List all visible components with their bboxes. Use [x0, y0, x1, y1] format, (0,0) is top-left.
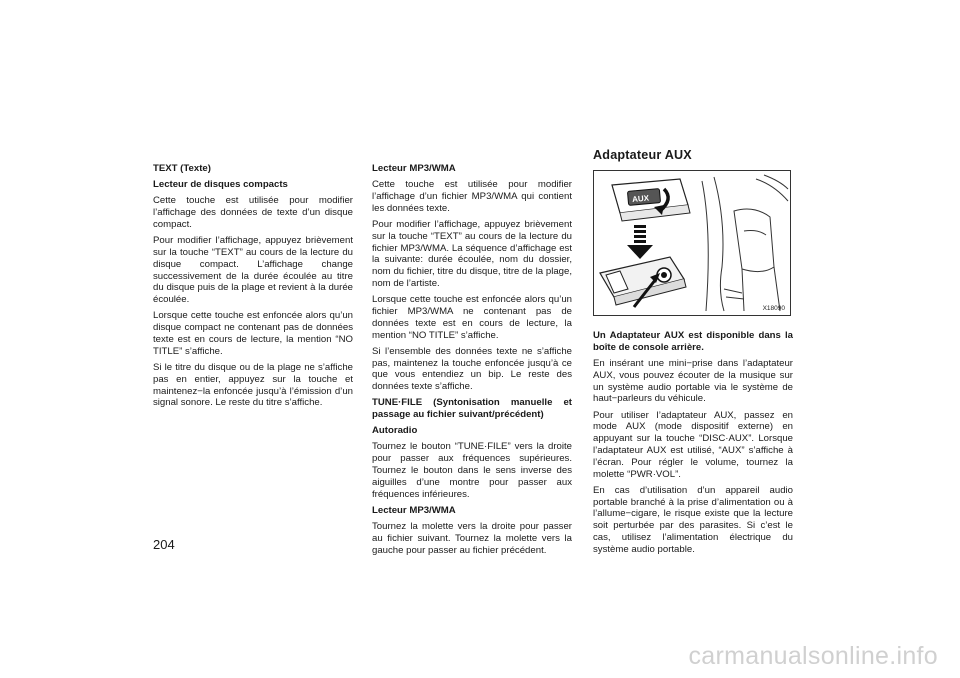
paragraph: Si l’ensemble des données texte ne s’affiche pas, maintenez la touche enfoncée jusqu’à ce que vous entendiez un bip. Le reste des données texte s’affiche.	[372, 345, 572, 393]
watermark-link[interactable]: carmanualsonline.info	[688, 642, 938, 670]
heading-mp3-wma-2: Lecteur MP3/WMA	[372, 504, 456, 516]
paragraph: Si le titre du disque ou de la plage ne s’affiche pas en entier, appuyez sur la touche et maintenez−la enfoncée jusqu’à l’émission d’un signal sonore. Le reste du titre s’affiche.	[153, 361, 353, 409]
paragraph: Pour modifier l’affichage, appuyez brièvement sur la touche “TEXT” au cours de la lecture du fichier MP3/WMA. La séquence d’affichage est la suivante: durée écoulée, nom du dossier, nom du fichier, titre du disque, titre de la plage, nom de l’artiste.	[372, 218, 572, 289]
down-arrow-icon	[627, 225, 653, 259]
figure-caption: Un Adaptateur AUX est disponible dans la boîte de console arrière.	[593, 330, 793, 353]
paragraph: Tournez la molette vers la droite pour passer au fichier suivant. Tournez la molette vers la gauche pour passer au fichier précédent.	[372, 521, 572, 556]
paragraph: Cette touche est utilisée pour modifier l’affichage des données de texte d’un disque compact.	[153, 195, 353, 230]
paragraph: Pour utiliser l’adaptateur AUX, passez en mode AUX (mode dispositif externe) en appuyant sur la touche “DISC·AUX”. Lorsque l’adaptateur AUX est utilisé, “AUX” s’affiche à l’écran. Pour régler le volume, tournez la molette “PWR·VOL”.	[593, 409, 793, 480]
figure-code: X18090	[762, 305, 785, 312]
paragraph: Tournez le bouton “TUNE·FILE” vers la droite pour passer aux fréquences supérieures. Tournez le bouton dans le sens inverse des aiguilles d’une montre pour passer aux fréquences inférieures.	[372, 441, 572, 500]
aux-adapter-illustration	[594, 171, 790, 315]
paragraph: Pour modifier l’affichage, appuyez brièvement sur la touche “TEXT” au cours de la lecture du disque compact. L’affichage change successivement de la durée écoulée au titre du disque puis de la plage et revient à la durée écoulée.	[153, 235, 353, 306]
page-number: 204	[153, 537, 175, 552]
heading-mp3-wma: Lecteur MP3/WMA	[372, 163, 456, 174]
aux-button-label: AUX	[631, 193, 650, 205]
paragraph: Lorsque cette touche est enfoncée alors qu’un disque compact ne contenant pas de données texte est en cours de lecture, la mention “NO TITLE” s’affiche.	[153, 310, 353, 357]
center-console-sketch	[702, 175, 788, 311]
aux-jack-panel	[600, 257, 686, 307]
heading-autoradio: Autoradio	[372, 425, 418, 437]
aux-adapter-figure	[593, 170, 791, 316]
heading-tune-file: TUNE·FILE (Syntonisation manuelle et passage au fichier suivant/précédent)	[372, 397, 572, 421]
subheading-cd-player: Lecteur de disques compacts	[153, 179, 288, 191]
paragraph: En insérant une mini−prise dans l’adaptateur AUX, vous pouvez écouter de la musique sur un système audio portable via le système de haut−parleurs du véhicule.	[593, 357, 793, 405]
paragraph: En cas d’utilisation d’un appareil audio portable branché à la prise d’alimentation ou à l’allume−cigare, le risque existe que la lecture soit perturbée par des parasites. Si c’est le cas, utilisez l’alimentation électrique du système audio portable.	[593, 484, 793, 555]
paragraph: Lorsque cette touche est enfoncée alors qu’un fichier MP3/WMA ne contenant pas de données texte est en cours de lecture, la mention “NO TITLE” s’affiche.	[372, 294, 572, 341]
text-column-2	[372, 163, 572, 561]
aux-button-panel	[612, 179, 690, 221]
heading-text-button: TEXT (Texte)	[153, 163, 211, 174]
section-title-aux: Adaptateur AUX	[593, 148, 692, 162]
text-column-3	[593, 330, 793, 560]
paragraph: Cette touche est utilisée pour modifier l’affichage d’un fichier MP3/WMA qui contient les données texte.	[372, 179, 572, 214]
text-column-1	[153, 163, 353, 413]
